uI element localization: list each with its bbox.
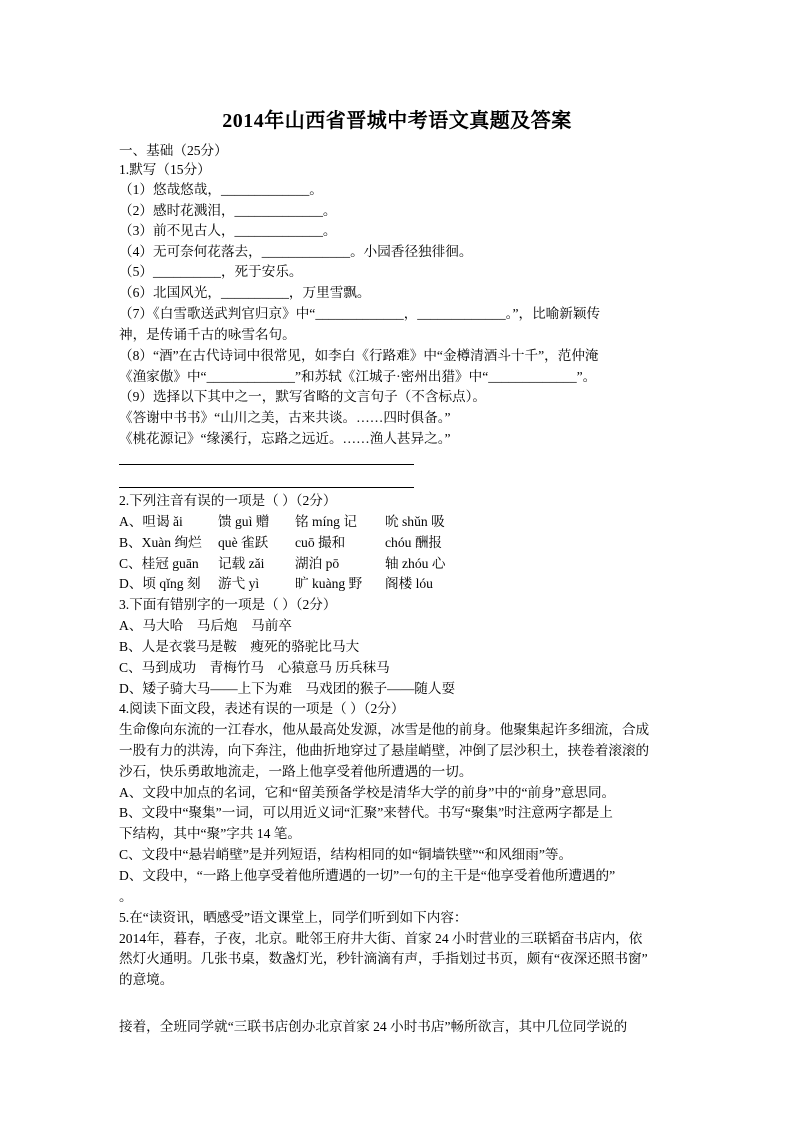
- pinyin-option: 游弋 yì: [218, 576, 260, 591]
- question-5-line: 接着，全班同学就“三联书店创办北京首家 24 小时书店”畅所欲言，其中几位同学说的: [119, 1019, 628, 1034]
- question-5-line: 然灯火通明。几张书桌，数盏灯光，秒针滴滴有声，手指划过书页，颇有“夜深还照书窗”: [119, 951, 648, 966]
- question-4-line: B、文段中“聚集”一词，可以用近义词“汇聚”来替代。书写“聚集”时注意两字都是上: [119, 805, 613, 820]
- question-4-line: 生命像向东流的一江春水，他从最高处发源，冰雪是他的前身。他聚集起许多细流，合成: [119, 722, 650, 737]
- question-3-line: C、马到成功 青梅竹马 心猿意马 历兵秣马: [119, 660, 390, 675]
- section1-line: （9）选择以下其中之一，默写省略的文言句子（不含标点）。: [119, 389, 487, 404]
- pinyin-option: B、Xuàn 绚烂: [119, 535, 202, 550]
- section1-line: （6）北国风光，__________，万里雪飘。: [119, 285, 371, 300]
- pinyin-option: 吮 shǔn 吸: [385, 514, 445, 529]
- question-4-line: 一股有力的洪涛，向下奔注，他曲折地穿过了悬崖峭壁，冲倒了层沙积土，挟卷着滚滚的: [119, 743, 650, 758]
- section1-line: （1）悠哉悠哉，_____________。: [119, 182, 323, 197]
- section1-line: （2）感时花溅泪，_____________。: [119, 203, 337, 218]
- question-3-line: 3.下面有错别字的一项是（ ）（2分）: [119, 597, 337, 612]
- question-4-line: A、文段中加点的名词，它和“留美预备学校是清华大学的前身”中的“前身”意思同。: [119, 785, 616, 800]
- question-3-line: B、人是衣裳马是鞍 瘦死的骆驼比马大: [119, 639, 360, 654]
- section1-line: 《渔家傲》中“_____________”和苏轼《江城子·密州出猎》中“_____________”。: [119, 369, 597, 384]
- pinyin-option: D、顷 qǐng 刻: [119, 576, 201, 591]
- document-title: 2014年山西省晋城中考语文真题及答案: [222, 110, 572, 132]
- section1-line: 神，是传诵千古的咏雪名句。: [119, 327, 296, 342]
- question-4-line: 沙石，快乐勇敢地流走，一路上他享受着他所遭遇的一切。: [119, 764, 473, 779]
- section1-line: 一、基础（25分）: [119, 143, 228, 158]
- section1-line: 《桃花源记》“缘溪行，忘路之远近。……渔人甚异之。”: [119, 431, 451, 446]
- question-4-line: 下结构，其中“聚”字共 14 笔。: [119, 826, 301, 841]
- question-5-line: 的意境。: [119, 972, 174, 987]
- pinyin-option: 铭 míng 记: [295, 514, 357, 529]
- question-3-line: D、矮子骑大马——上下为难 马戏团的猴子——随人耍: [119, 681, 456, 696]
- question-4-line: 4.阅读下面文段，表述有误的一项是（ ）（2分）: [119, 701, 405, 716]
- pinyin-option: 馈 guì 赠: [218, 514, 270, 529]
- pinyin-option: 旷 kuàng 野: [295, 576, 363, 591]
- section1-line: （4）无可奈何花落去，_____________。小园香径独徘徊。: [119, 244, 473, 259]
- question-3-line: A、马大哈 马后炮 马前卒: [119, 618, 292, 633]
- section1-line: （8）“酒”在古代诗词中很常见，如李白《行路难》中“金樽清酒斗十千”，范仲淹: [119, 348, 599, 363]
- pinyin-option: cuō 撮和: [295, 535, 346, 550]
- question-4-line: 。: [119, 889, 133, 904]
- pinyin-option: 阁楼 lóu: [385, 576, 433, 591]
- pinyin-option: C、桂冠 guān: [119, 556, 199, 571]
- pinyin-option: 轴 zhóu 心: [385, 556, 446, 571]
- pinyin-option: 湖泊 pō: [295, 556, 340, 571]
- answer-blank-line: [119, 464, 414, 465]
- section1-line: （3）前不见古人，_____________。: [119, 223, 337, 238]
- answer-blank-line: [119, 487, 414, 488]
- section1-line: 1.默写（15分）: [119, 162, 211, 177]
- pinyin-option: chóu 酬报: [385, 535, 443, 550]
- question-5-line: 5.在“读资讯，晒感受”语文课堂上，同学们听到如下内容：: [119, 910, 468, 925]
- pinyin-option: 记载 zǎi: [218, 556, 265, 571]
- question-4-line: D、文段中，“一路上他享受着他所遭遇的一切”一句的主干是“他享受着他所遭遇的”: [119, 868, 616, 883]
- pinyin-option: A、呾谒 ǎi: [119, 514, 183, 529]
- pinyin-option: què 雀跃: [218, 535, 269, 550]
- question-2-stem: 2.下列注音有误的一项是（ ）（2分）: [119, 493, 337, 508]
- question-4-line: C、文段中“悬岩峭壁”是并列短语，结构相同的如“铜墙铁壁”“和风细雨”等。: [119, 847, 573, 862]
- question-5-line: 2014年，暮春，子夜，北京。毗邻王府井大街、首家 24 小时营业的三联韬奋书店内，依: [119, 931, 643, 946]
- section1-line: （7）《白雪歌送武判官归京》中“_____________，_____________。”，比喻新颖传: [119, 306, 601, 321]
- section1-line: 《答谢中书书》“山川之美，古来共谈。……四时俱备。”: [119, 410, 451, 425]
- section1-line: （5）__________，死于安乐。: [119, 264, 303, 279]
